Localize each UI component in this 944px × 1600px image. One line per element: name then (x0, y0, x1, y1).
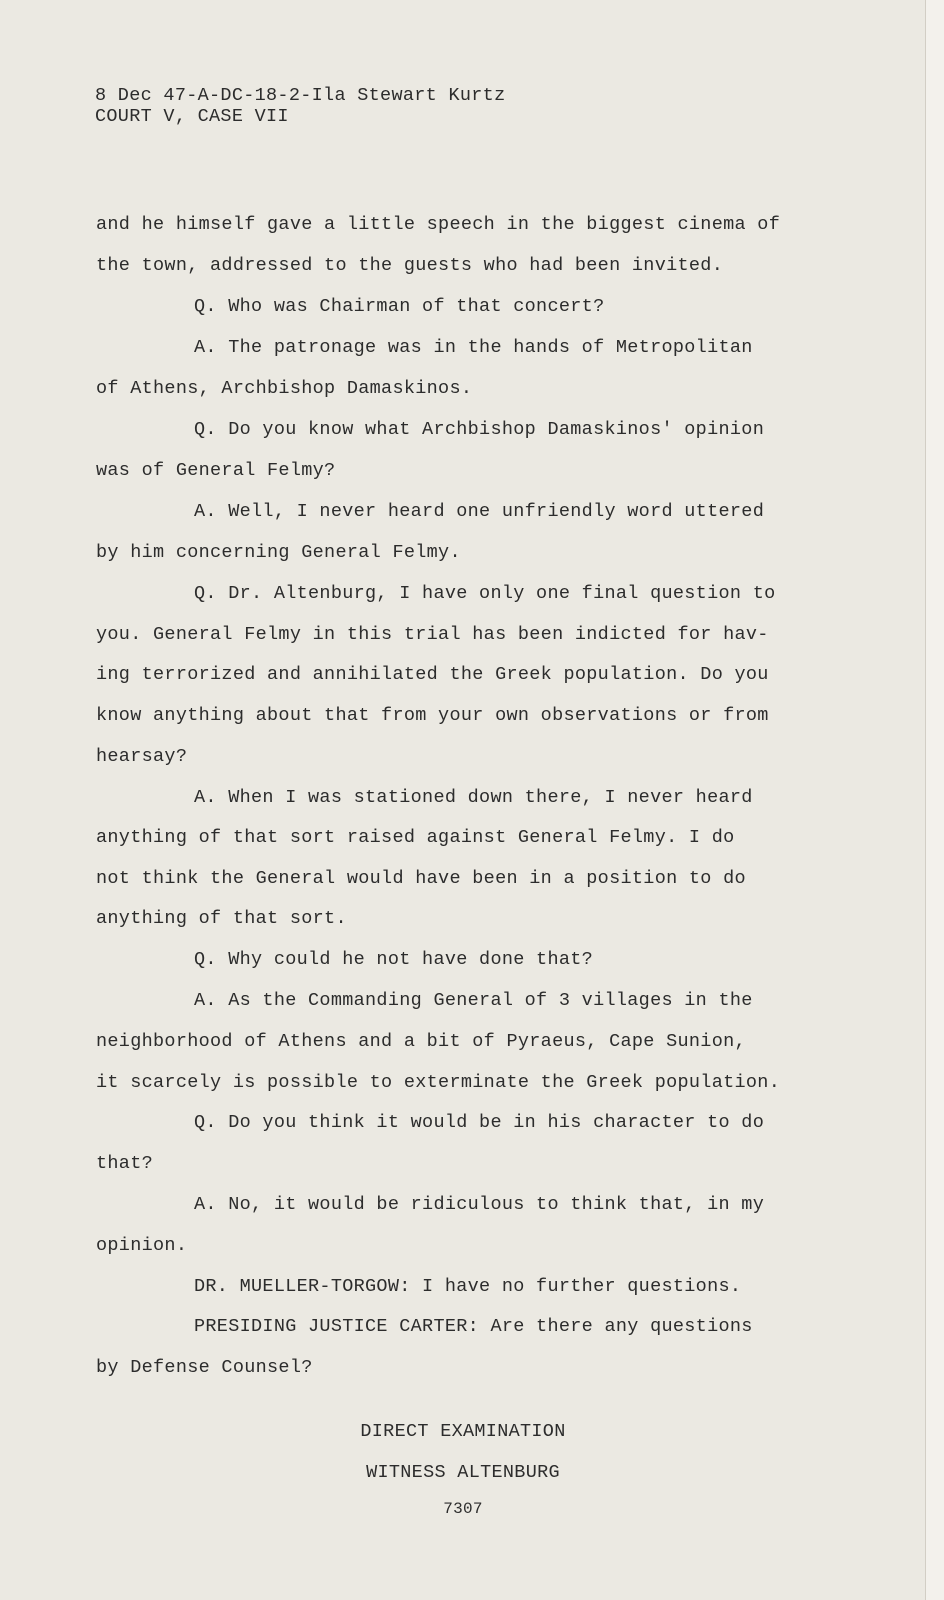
section-title-direct-examination: DIRECT EXAMINATION (360, 1421, 566, 1442)
transcript-line: know anything about that from your own observations or from (96, 705, 769, 726)
transcript-line: was of General Felmy? (96, 460, 336, 481)
transcript-line: ing terrorized and annihilated the Greek population. Do you (96, 664, 769, 685)
transcript-line: anything of that sort raised against General Felmy. I do (96, 827, 735, 848)
transcript-line: DR. MUELLER-TORGOW: I have no further questions. (194, 1276, 742, 1297)
transcript-line: anything of that sort. (96, 908, 347, 929)
transcript-line: hearsay? (96, 746, 188, 767)
transcript-line: Q. Do you think it would be in his character to do (194, 1112, 765, 1133)
transcript-line: Q. Who was Chairman of that concert? (194, 296, 605, 317)
transcript-line: the town, addressed to the guests who had been invited. (96, 255, 724, 276)
transcript-line: PRESIDING JUSTICE CARTER: Are there any questions (194, 1316, 753, 1337)
section-title-witness: WITNESS ALTENBURG (366, 1462, 560, 1483)
transcript-line: opinion. (96, 1235, 188, 1256)
transcript-line: A. The patronage was in the hands of Metropolitan (194, 337, 753, 358)
transcript-line: of Athens, Archbishop Damaskinos. (96, 378, 473, 399)
page-number: 7307 (443, 1500, 483, 1518)
header-court-line: COURT V, CASE VII (95, 106, 289, 127)
transcript-line: you. General Felmy in this trial has been indicted for hav- (96, 624, 769, 645)
transcript-line: not think the General would have been in a position to do (96, 868, 746, 889)
transcript-line: it scarcely is possible to exterminate the Greek population. (96, 1072, 781, 1093)
transcript-line: Q. Dr. Altenburg, I have only one final question to (194, 583, 776, 604)
transcript-line: Q. Do you know what Archbishop Damaskinos' opinion (194, 419, 765, 440)
transcript-line: A. As the Commanding General of 3 villages in the (194, 990, 753, 1011)
transcript-line: by Defense Counsel? (96, 1357, 313, 1378)
transcript-line: A. When I was stationed down there, I never heard (194, 787, 753, 808)
page-edge (926, 0, 944, 1600)
transcript-line: that? (96, 1153, 154, 1174)
transcript-line: neighborhood of Athens and a bit of Pyraeus, Cape Sunion, (96, 1031, 746, 1052)
transcript-line: Q. Why could he not have done that? (194, 949, 594, 970)
header-reference-line: 8 Dec 47-A-DC-18-2-Ila Stewart Kurtz (95, 85, 506, 106)
transcript-line: A. No, it would be ridiculous to think that, in my (194, 1194, 765, 1215)
transcript-line: by him concerning General Felmy. (96, 542, 461, 563)
transcript-line: and he himself gave a little speech in the biggest cinema of (96, 214, 781, 235)
transcript-line: A. Well, I never heard one unfriendly word uttered (194, 501, 765, 522)
